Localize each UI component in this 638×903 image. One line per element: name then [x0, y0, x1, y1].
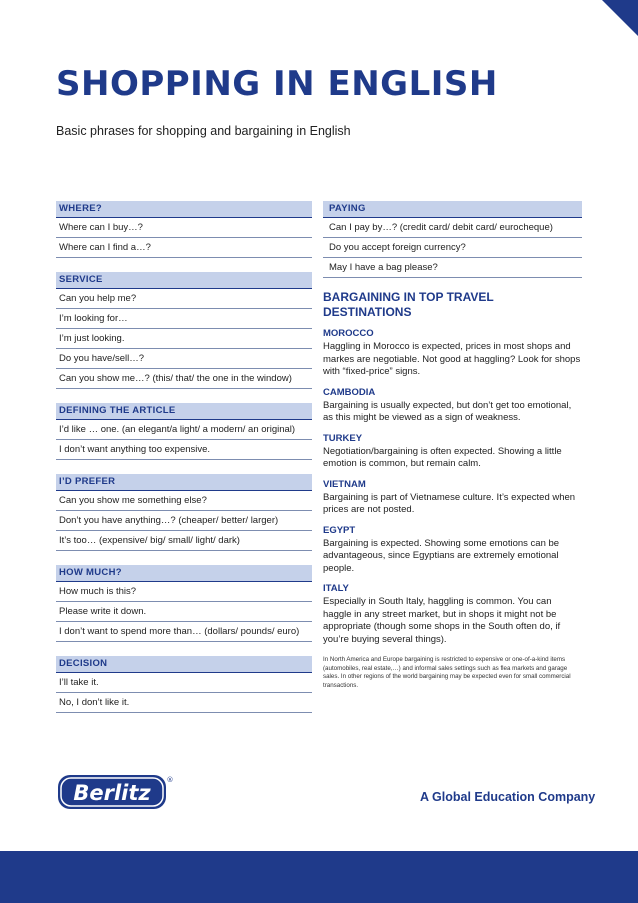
- phrase-row: Do you have/sell…?: [56, 349, 312, 369]
- page-subtitle: Basic phrases for shopping and bargaining in English: [56, 124, 351, 138]
- country-egypt: [323, 525, 582, 576]
- phrase-row: Where can I buy…?: [56, 218, 312, 238]
- phrase-row: No, I don’t like it.: [56, 693, 312, 713]
- country-cambodia: [323, 387, 582, 425]
- section-defining-article: [56, 403, 312, 460]
- phrase-row: Where can I find a…?: [56, 238, 312, 258]
- country-name: MOROCCO: [323, 328, 374, 339]
- corner-accent: [602, 0, 638, 36]
- phrase-row: I’ll take it.: [56, 673, 312, 693]
- tagline: A Global Education Company: [420, 790, 596, 804]
- phrase-row: Can I pay by…? (credit card/ debit card/ eurocheque): [323, 218, 582, 238]
- country-vietnam: [323, 479, 582, 517]
- country-turkey: [323, 433, 582, 471]
- phrase-row: Don’t you have anything…? (cheaper/ better/ larger): [56, 511, 312, 531]
- country-italy: [323, 583, 582, 646]
- section-heading: DECISION: [56, 656, 312, 673]
- country-name: TURKEY: [323, 432, 363, 444]
- country-text: Haggling in Morocco is expected, prices in most shops and markes are negotiable. Not good at haggling? Look for shops with “fixed-price” signs.: [323, 341, 581, 377]
- phrase-row: Please write it down.: [56, 602, 312, 622]
- phrase-row: May I have a bag please?: [323, 258, 582, 278]
- country-morocco: [323, 328, 582, 379]
- paying-bargaining-column: [323, 201, 582, 690]
- registered-mark: ®: [166, 776, 174, 784]
- country-text: Negotiation/bargaining is often expected. Showing a little emotion is common, but remain calm.: [323, 445, 562, 469]
- country-text: Bargaining is expected. Showing some emotions can be advantageous, since Egyptians are extremely emotional people.: [323, 537, 560, 574]
- country-name: ITALY: [323, 583, 349, 594]
- phrase-row: I’m just looking.: [56, 329, 312, 349]
- phrases-column: [56, 201, 312, 727]
- logo-text: Berlitz: [73, 781, 151, 805]
- section-heading: SERVICE: [56, 272, 312, 289]
- phrase-row: Can you show me something else?: [56, 491, 312, 511]
- country-name: VIETNAM: [323, 478, 366, 490]
- phrase-row: I’d like … one. (an elegant/a light/ a modern/ an original): [56, 420, 312, 440]
- section-heading: I’D PREFER: [56, 474, 312, 491]
- section-where: [56, 201, 312, 258]
- phrase-row: I’m looking for…: [56, 309, 312, 329]
- section-decision: [56, 656, 312, 713]
- country-name: CAMBODIA: [323, 386, 376, 398]
- bargaining-title: BARGAINING IN TOP TRAVEL DESTINATIONS: [323, 290, 494, 319]
- section-service: [56, 272, 312, 389]
- phrase-row: Do you accept foreign currency?: [323, 238, 582, 258]
- section-prefer: [56, 474, 312, 551]
- country-text: Bargaining is part of Vietnamese culture. It’s expected when prices are not posted.: [323, 491, 576, 515]
- page-title: SHOPPING IN ENGLISH: [56, 64, 498, 104]
- phrase-row: Can you show me…? (this/ that/ the one in the window): [56, 369, 312, 389]
- phrase-row: I don’t want anything too expensive.: [56, 440, 312, 460]
- phrase-row: How much is this?: [56, 582, 312, 602]
- section-heading: DEFINING THE ARTICLE: [56, 403, 312, 420]
- country-text: Bargaining is usually expected, but don’t get too emotional, as this might be viewed as a sign of weakness.: [323, 399, 572, 423]
- berlitz-logo: [56, 772, 176, 812]
- country-name: EGYPT: [323, 524, 356, 536]
- phrase-row: Can you help me?: [56, 289, 312, 309]
- phrase-row: It’s too… (expensive/ big/ small/ light/ dark): [56, 531, 312, 551]
- section-heading: HOW MUCH?: [56, 565, 312, 582]
- section-heading: WHERE?: [56, 201, 312, 218]
- bargaining-footnote: In North America and Europe bargaining is restricted to expensive or one-of-a-kind items (automobiles, real estate,…) and informal sales settings such as flea markets and garage sales. In other regions of the world bargaining may be expected even for small commercial transactions.: [323, 656, 571, 689]
- section-how-much: [56, 565, 312, 642]
- footer-bar: [0, 851, 638, 903]
- section-heading: PAYING: [323, 201, 582, 218]
- country-text: Especially in South Italy, haggling is common. You can haggle in any street market, but in shops it might not be appropriate (though some shops in the South often do, if you’re buying several things).: [323, 596, 561, 645]
- phrase-row: I don’t want to spend more than… (dollars/ pounds/ euro): [56, 622, 312, 642]
- section-paying: [323, 201, 582, 278]
